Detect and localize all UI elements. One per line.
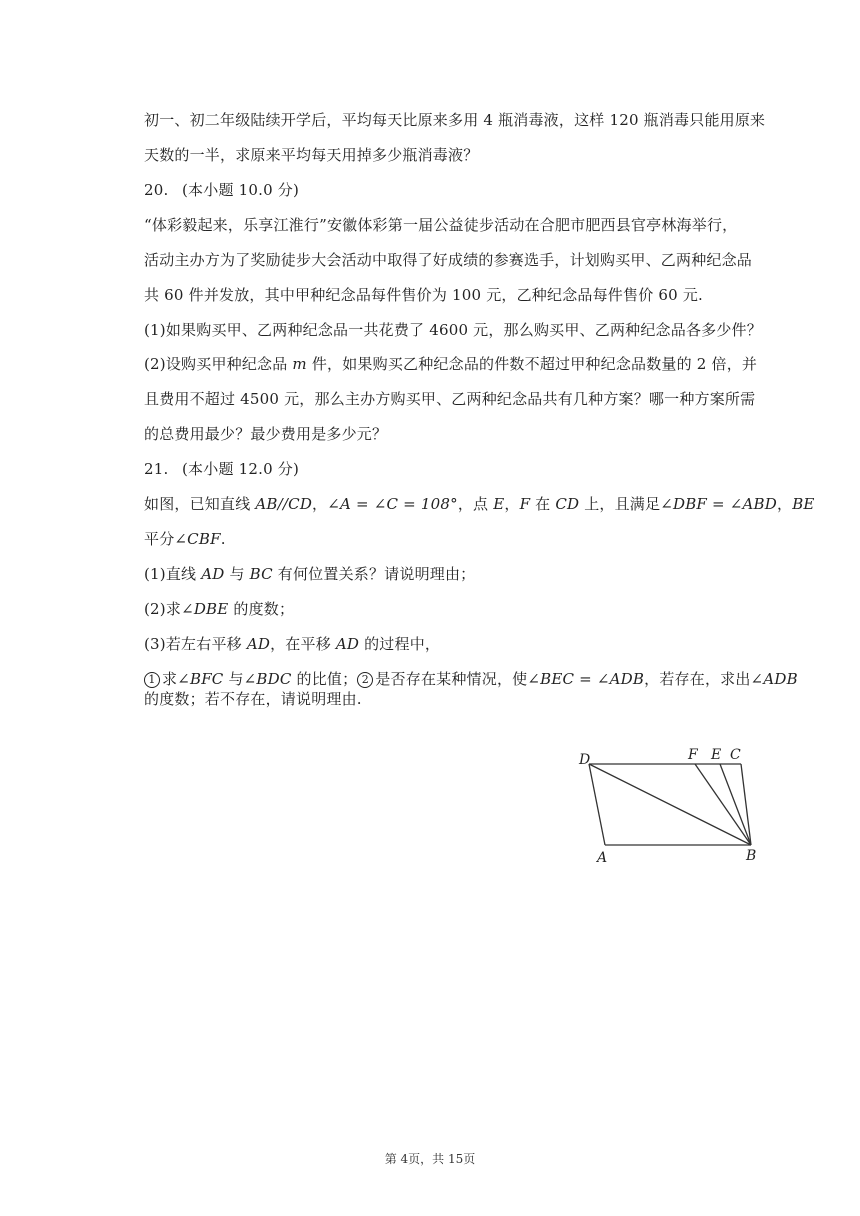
text-line: 共 60 件并发放，其中甲种纪念品每件售价为 100 元，乙种纪念品每件售价 60 元. [144,286,703,304]
sub-question-3 [144,634,764,654]
text-line [144,494,815,514]
math-expr: F [519,495,531,513]
text-run: (2)设购买甲种纪念品 [144,355,293,373]
math-expr: ∠ADB [750,670,798,688]
text-run: 如图，已知直线 [144,495,256,513]
text-line [144,529,764,549]
text-run: 在 [530,495,556,513]
math-expr: ∠DBF = ∠ABD [660,495,777,513]
text-run: 件，如果购买乙种纪念品的件数不超过甲种纪念品数量的 2 倍，并 [306,355,758,373]
figure-lines [589,764,751,845]
label-B: B [746,848,757,864]
math-expr: ∠BDC [243,670,292,688]
math-expr: ∠DBE [181,600,229,618]
text-run: (3)若左右平移 [144,635,247,653]
segment-DB [589,764,751,845]
text-line [144,669,798,689]
math-expr: E [493,495,505,513]
text-run: 上，且满足 [579,495,661,513]
circled-number: 1 [144,672,160,688]
sub-question-1 [144,564,764,584]
text-line: 初一、初二年级陆续开学后，平均每天比原来多用 4 瓶消毒液，这样 120 瓶消毒只能用原来 [144,111,766,129]
geometry-figure [575,744,765,868]
text-run: (2)求 [144,600,182,618]
text-run: ， [504,495,520,513]
text-run: 是否存在某种情况，使 [375,670,528,688]
circled-number: 2 [357,672,373,688]
text-run: ， [776,495,793,513]
label-C: C [730,747,741,763]
math-var: m [292,355,307,373]
math-expr: ∠CBF [174,530,221,548]
text-line: 天数的一半，求原来平均每天用掉多少瓶消毒液？ [144,146,479,164]
segment-DA [589,764,605,845]
math-expr: AD [335,635,360,653]
question-score: (本小题 10.0 分) [182,181,300,199]
question-20-header [144,180,764,200]
text-run: 有何位置关系？请说明理由； [272,565,476,583]
text-line: 的度数；若不存在，请说明理由. [144,690,362,708]
question-21-header [144,459,764,479]
text-run: 与 [223,670,244,688]
text-run: 与 [224,565,250,583]
sub-question-1: (1)如果购买甲、乙两种纪念品一共花费了 4600 元，那么购买甲、乙两种纪念品各多少件？ [144,321,762,339]
label-A: A [597,850,608,866]
math-expr: BC [249,565,273,583]
text-run: ， [312,495,328,513]
text-run: 求 [162,670,178,688]
text-line: “体彩毅起来，乐享江淮行”安徽体彩第一届公益徒步活动在合肥市肥西县官亭林海举行， [144,216,738,234]
text-line: 的总费用最少？最少费用是多少元？ [144,425,388,443]
question-score: (本小题 12.0 分) [182,460,300,478]
math-expr: BE [792,495,815,513]
math-expr: CD [555,495,580,513]
text-run: ，若存在，求出 [644,670,751,688]
math-expr: ∠BFC [177,670,224,688]
sub-question-2 [144,599,764,619]
math-expr: ∠BEC = ∠ADB [527,670,645,688]
text-run: 的过程中， [359,635,441,653]
label-D: D [579,752,591,768]
question-number: 21. [144,460,169,478]
math-expr: ∠A = ∠C = 108° [327,495,458,513]
text-line: 且费用不超过 4500 元，那么主办方购买甲、乙两种纪念品共有几种方案？哪一种方案所需 [144,390,756,408]
text-run: . [220,530,226,548]
math-expr: AD [246,635,271,653]
question-number: 20. [144,181,169,199]
text-line: 活动主办方为了奖励徒步大会活动中取得了好成绩的参赛选手，计划购买甲、乙两种纪念品 [144,251,753,269]
text-run: 的比值； [291,670,358,688]
math-expr: AD [201,565,225,583]
math-expr: AB//CD [255,495,313,513]
label-F: F [688,747,698,763]
text-run: 平分 [144,530,175,548]
label-E: E [711,747,722,763]
text-run: 的度数； [228,600,295,618]
text-run: (1)直线 [144,565,202,583]
sub-question-2 [144,354,764,374]
page-footer: 第 4页，共 15页 [384,1152,476,1166]
text-run: ，在平移 [270,635,336,653]
text-run: ，点 [457,495,494,513]
